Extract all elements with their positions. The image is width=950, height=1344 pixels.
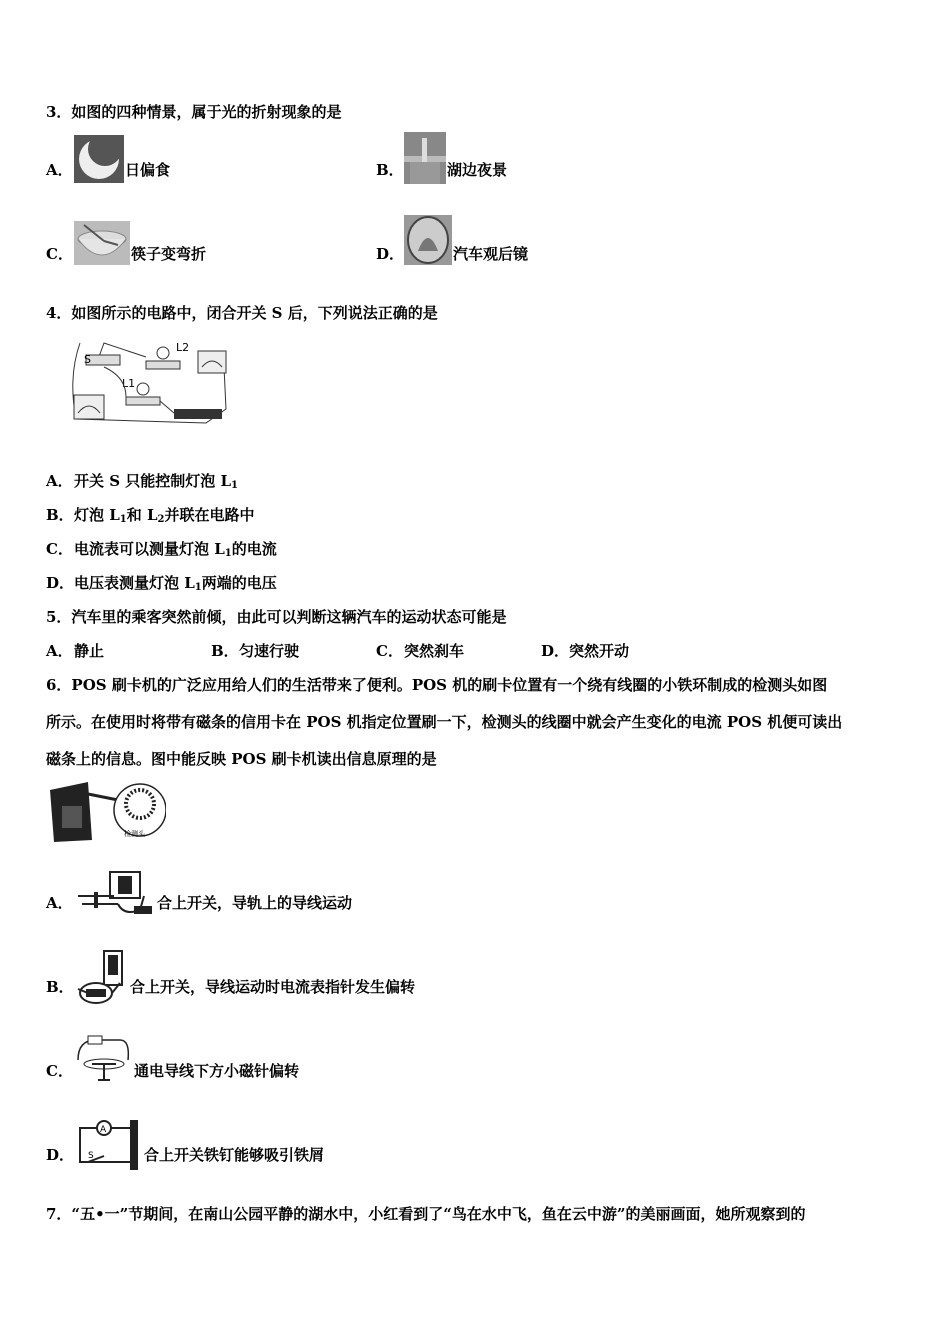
switch-label: S [84,353,91,366]
q6-option-b-text: 合上开关，导线运动时电流表指针发生偏转 [130,978,416,996]
q3-option-b-text: 湖边夜景 [447,161,508,179]
q5-option-b-text: 匀速行驶 [239,642,300,660]
q4-option-b-label: B． [46,506,74,524]
svg-text:A: A [100,1125,107,1135]
q5-option-b-label: B． [211,642,239,660]
q6-stem-line2: 所示。在使用时将带有磁条的信用卡在 POS 机指定位置刷一下，检测头的线圈中就会产生变化的电流 POS 机便可读出 [46,713,843,731]
q4-option-d-label: D． [46,574,75,592]
q3-stem: 3．如图的四种情景，属于光的折射现象的是 [46,103,342,121]
q3-option-d-text: 汽车观后镜 [453,245,529,263]
circuit-diagram [66,337,232,427]
q4-option-d-text: 电压表测量灯泡 $L_1$两端的电压 [74,574,277,593]
q5-stem: 5．汽车里的乘客突然前倾，由此可以判断这辆汽车的运动状态可能是 [46,608,507,626]
q6-option-c-text: 通电导线下方小磁针偏转 [134,1062,300,1080]
q4-option-a-label: A． [46,472,73,490]
generator-meter-figure [74,949,128,1011]
q3-option-a-label: A． [46,161,73,179]
q4-option-c-label: C． [46,540,73,558]
q3-option-d-label: D． [376,245,405,263]
q6-option-d-label: D． [46,1146,75,1164]
q6-option-d-text: 合上开关铁钉能够吸引铁屑 [144,1146,325,1164]
svg-text:S: S [88,1151,94,1161]
chopsticks-bowl-photo-icon [74,221,130,265]
q5-option-a-label: A． [46,642,73,660]
q6-option-b-label: B． [46,978,74,996]
q6-option-a-label: A． [46,894,73,912]
motor-rail-figure [74,866,156,918]
q7-stem: 7．“五•一”节期间，在南山公园平静的湖水中，小红看到了“鸟在水中飞，鱼在云中游”的美丽画面，她所观察到的 [46,1205,806,1223]
detector-head-label: 检测头 [124,830,145,838]
q4-option-b-text: 灯泡 $L_1$和 $L_2$并联在电路中 [74,506,255,525]
lamp2-label: L2 [176,341,190,354]
q6-stem-line1: 6．POS 刷卡机的广泛应用给人们的生活带来了便利。POS 机的刷卡位置有一个绕有线圈的小铁环制成的检测头如图 [46,676,828,694]
q6-stem-line3: 磁条上的信息。图中能反映 POS 刷卡机读出信息原理的是 [46,750,437,768]
q3-option-c-text: 筷子变弯折 [131,245,207,263]
pos-machine-figure [48,780,166,844]
q6-option-c-label: C． [46,1062,73,1080]
electromagnet-nail-figure [74,1118,142,1172]
lake-night-photo-icon [404,132,446,184]
q5-option-d-label: D． [541,642,570,660]
q4-stem: 4．如图所示的电路中，闭合开关 S 后，下列说法正确的是 [46,304,438,322]
car-mirror-photo-icon [404,215,452,265]
q5-option-d-text: 突然开动 [569,642,630,660]
oersted-compass-figure [74,1034,132,1086]
eclipse-photo-icon [74,135,124,183]
lamp1-label: L1 [122,377,136,390]
q5-option-a-text: 静止 [74,642,105,660]
q3-option-c-label: C． [46,245,73,263]
q4-option-a-text: 开关 S 只能控制灯泡 $L_1$ [74,472,239,491]
q5-option-c-text: 突然刹车 [404,642,465,660]
q4-option-c-text: 电流表可以测量灯泡 $L_1$的电流 [74,540,277,559]
q5-option-c-label: C． [376,642,403,660]
q3-option-a-text: 日偏食 [125,161,171,179]
q6-option-a-text: 合上开关，导轨上的导线运动 [157,894,353,912]
q3-option-b-label: B． [376,161,404,179]
